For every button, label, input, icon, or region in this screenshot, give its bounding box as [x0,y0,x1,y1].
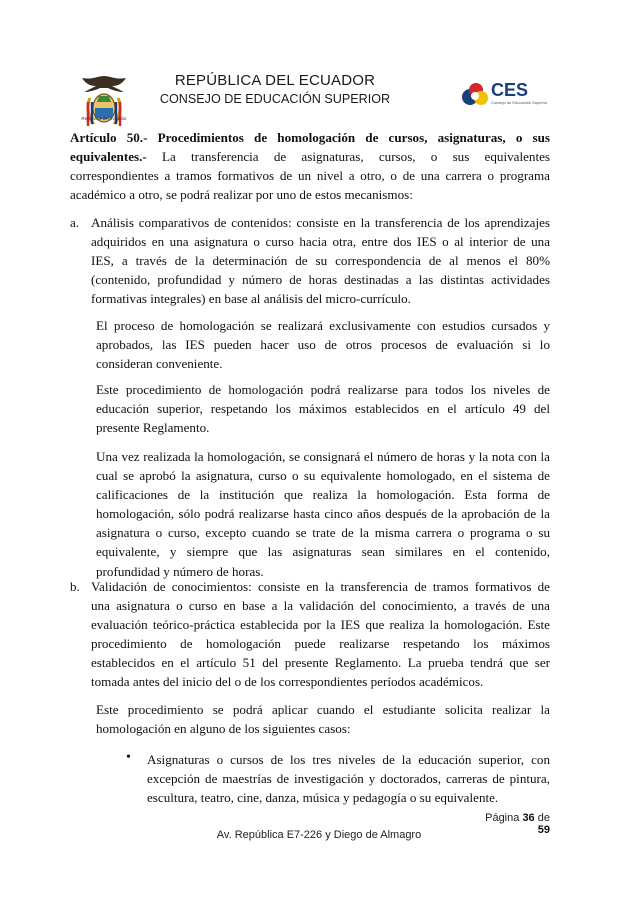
article-intro [70,128,550,204]
header-title: REPÚBLICA DEL ECUADOR [174,72,376,89]
item-b-line: procedimiento de homologación puede realizarse respetando los máximos [91,636,550,652]
article-line-2-rest: La transferencia de asignaturas, cursos, o sus equivalentes [146,149,550,165]
item-a-text [91,213,550,308]
item-a-line: formativas integrales) en base al análisis del micro-currículo. [91,291,411,307]
item-b-line: establecidos en el artículo 51 del presente Reglamento. La prueba tendrá que ser [91,655,550,671]
bullet-line: escultura, teatro, cine, danza, música y pedagogía o su equivalente. [147,790,499,806]
article-heading: Artículo 50.- Procedimientos de homologación de cursos, asignaturas, o sus [70,130,550,145]
article-line-3: correspondientes a tramos formativos de un nivel a otro, o de una carrera o programa [70,168,550,184]
ecuador-coat-of-arms-icon [76,72,132,132]
article-heading-cont: equivalentes.- [70,149,147,165]
item-a-paragraph-1 [96,316,550,373]
item-a-line: IES, a través de la determinación de su correspondencia de al menos el 80% [91,253,550,269]
page-of: de [537,812,550,824]
item-b-line: Validación de conocimientos: consiste en la transferencia de tramos formativos de [91,579,550,594]
paragraph-line: calificaciones de la institución que realiza la homologación. Esta forma de [96,487,550,503]
paragraph-line: Este procedimiento de homologación podrá realizarse para todos los niveles de [96,382,550,397]
paragraph-line: aprobados, las IES pueden hacer uso de otros procesos de evaluación si lo [96,337,550,353]
item-b-label: b. [70,579,80,594]
paragraph-line: El proceso de homologación se realizará exclusivamente con estudios cursados y [96,318,550,333]
header-subtitle: CONSEJO DE EDUCACIÓN SUPERIOR [159,92,391,106]
bullet-icon: • [126,750,131,765]
paragraph-line: profundidad y número de horas. [96,563,264,579]
paragraph-line: Una vez realizada la homologación, se consignará el número de horas y la nota con la [96,449,550,464]
seal-caption: República del Ecuador [81,116,127,121]
paragraph-line: homologación, sólo podrá realizarse hasta cinco años después de la aprobación de la [96,506,550,522]
item-a-paragraph-3 [96,447,550,581]
page-label: Página [485,812,520,824]
item-b-line: evaluación teórico-práctica establecida por la IES que realiza la homologación. Este [91,617,550,633]
paragraph-line: consideran conveniente. [96,356,223,372]
bullet-line: Asignaturas o cursos de los tres niveles de la educación superior, con [147,752,550,767]
ces-logo-text: CES [491,80,529,100]
article-line-2 [70,147,550,166]
item-a-paragraph-2 [96,380,550,437]
paragraph-line: homologación en alguno de los siguientes casos: [96,721,351,737]
bullet-item [147,750,550,807]
paragraph-line: equivalente, y siempre que las asignaturas sean similares en el contenido, [96,544,550,560]
paragraph-line: educación superior, respetando los máximos establecidos en el artículo 49 del [96,401,550,417]
item-a-line: Análisis comparativos de contenidos: consiste en la transferencia de los aprendizajes [91,215,550,230]
page-total: 59 [537,824,550,836]
item-b-line: tomada antes del inicio del o de los correspondientes períodos académicos. [91,674,484,690]
page-current: 36 [522,812,535,824]
bullet-line: excepción de maestrías de investigación y doctorados, carreras de pintura, [147,771,550,787]
item-a-line: adquiridos en una asignatura o curso hacia otra, entre dos IES o al interior de una [91,234,550,250]
item-a-label: a. [70,215,80,230]
article-line-4: académico a otro, se podrá realizar por uno de estos mecanismos: [70,187,413,203]
paragraph-line: Este procedimiento se podrá aplicar cuando el estudiante solicita realizar la [96,702,550,717]
paragraph-line: presente Reglamento. [96,420,210,436]
item-b-paragraph-1 [96,700,550,738]
footer-address: Av. República E7-226 y Diego de Almagro [216,829,422,841]
item-a-line: (contenido, profundidad y número de horas destinadas a las distintas actividades [91,272,550,288]
item-b-line: una asignatura o curso en base a la validación del conocimiento, a través de una [91,598,550,614]
paragraph-line: cual se aprobó la asignatura, curso o su equivalente homologado, en el sistema de [96,468,550,484]
ces-logo-icon [459,79,491,111]
paragraph-line: asignatura o curso, excepto cuando se trate de la misma carrera o programa o su [96,525,550,541]
item-b-text [91,577,550,692]
ces-logo-caption: Consejo de Educación Superior [491,100,548,105]
